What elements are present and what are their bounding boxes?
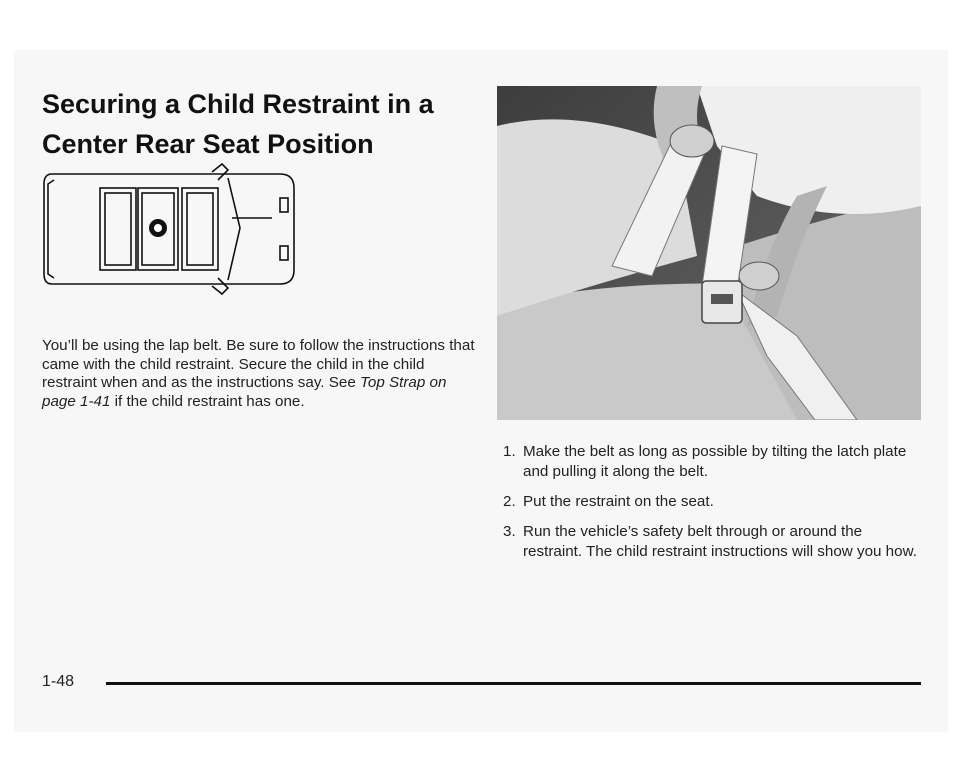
- step-number: 3.: [503, 523, 516, 540]
- list-item: [497, 522, 917, 562]
- belt-photo: [497, 86, 921, 420]
- instruction-paragraph: [42, 337, 482, 411]
- step-text: Run the vehicle’s safety belt through or around the restraint. The child restraint instructions will show you how.: [523, 523, 917, 560]
- instruction-steps: [497, 442, 917, 572]
- list-item: [497, 492, 917, 512]
- step-number: 1.: [503, 443, 516, 460]
- vehicle-seating-diagram: [42, 158, 300, 300]
- step-number: 2.: [503, 493, 516, 510]
- title-line-2: Center Rear Seat Position: [42, 129, 374, 159]
- paragraph-text-part1: You’ll be using the lap belt. Be sure to follow the instructions that came with the child restraint. Secure the child in the child restraint when and as the instructions say. See: [42, 337, 475, 391]
- step-text: Make the belt as long as possible by tilting the latch plate and pulling it along the belt.: [523, 443, 907, 480]
- paragraph-text-part2: if the child restraint has one.: [110, 392, 305, 410]
- list-item: [497, 442, 917, 482]
- title-line-1: Securing a Child Restraint in a: [42, 89, 434, 119]
- step-text: Put the restraint on the seat.: [523, 493, 714, 510]
- page-reference-link[interactable]: Top Strap on page 1-41: [42, 374, 447, 410]
- section-title: [42, 84, 482, 164]
- footer-divider: [106, 682, 921, 685]
- page-number: 1-48: [42, 673, 75, 690]
